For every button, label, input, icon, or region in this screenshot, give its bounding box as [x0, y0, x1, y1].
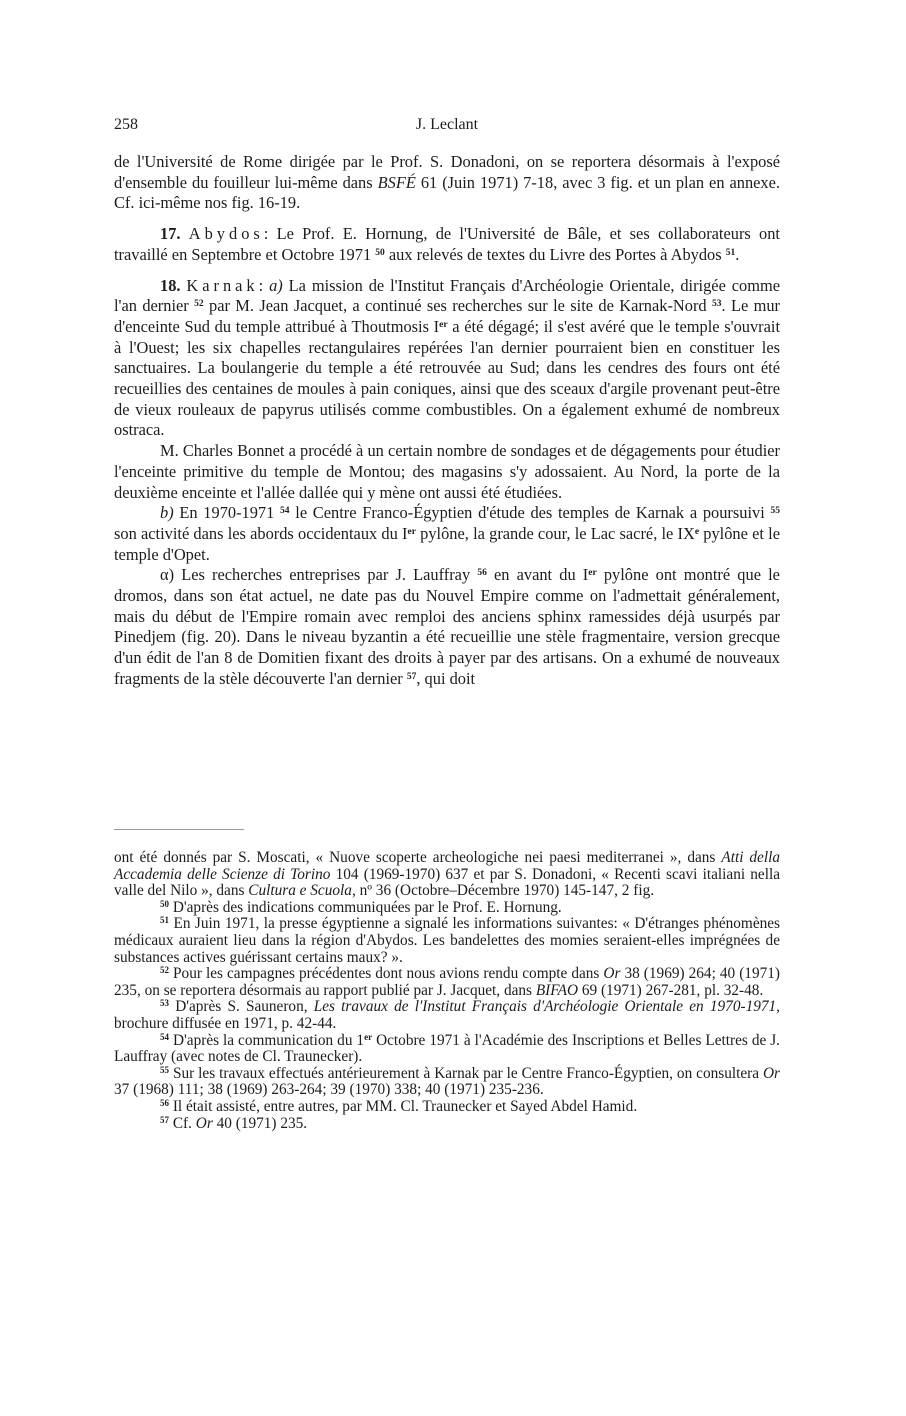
body-text	[114, 152, 780, 690]
footnote-ref[interactable]: 55	[770, 506, 780, 517]
footnote-ref[interactable]: 53	[712, 299, 722, 310]
publication-title: Les travaux de l'Institut Français d'Archéologie Orientale en 1970-1971	[313, 998, 777, 1016]
footnote-56	[114, 1099, 780, 1116]
text: de l'Université de Rome dirigée par le Prof. S. Donadoni, on se reportera désormais à l'exposé d'ensemble du fouilleur lui-même dans	[114, 152, 780, 192]
text: son activité dans les abords occidentaux du I	[114, 523, 408, 543]
text: 37 (1968) 111; 38 (1969) 263-264; 39 (1970) 338; 40 (1971) 235-236.	[114, 1081, 544, 1099]
section-17	[114, 224, 780, 265]
text: pylône et le temple d'Opet.	[114, 523, 780, 564]
text: En 1970-1971	[179, 503, 275, 523]
footnote-54	[114, 1033, 780, 1066]
footnote-number: 52	[160, 965, 169, 976]
footnote-50	[114, 900, 780, 917]
footnote-continuation	[114, 850, 780, 900]
section-place: Abydos	[188, 224, 264, 244]
section-number: 17.	[160, 224, 181, 244]
footnote-ref[interactable]: 54	[280, 506, 290, 517]
text: par M. Jean Jacquet, a continué ses recherches sur le site de Karnak-Nord	[209, 296, 707, 316]
text: Octobre 1971 à l'Académie des Inscriptions et Belles Lettres de J. Lauffray (avec notes de Cl. Traunecker).	[114, 1031, 781, 1066]
footnote-ref[interactable]: 52	[194, 299, 204, 310]
text: Sur les travaux effectués antérieurement à Karnak par le Centre Franco-Égyptien, on consultera	[172, 1064, 760, 1082]
item-label: α)	[160, 565, 175, 585]
footnote-53	[114, 999, 780, 1032]
paragraph-continuation	[114, 152, 780, 214]
ordinal-sup: er	[588, 568, 597, 579]
text: ont été donnés par S. Moscati, « Nuove scoperte archeologiche nei paesi mediterranei », dans	[114, 849, 716, 866]
text: pylône, la grande cour, le Lac sacré, le IX	[420, 523, 695, 543]
text: D'après des indications communiquées par le Prof. E. Hornung.	[172, 898, 562, 916]
text: La mission de l'Institut Français d'Archéologie Orientale, dirigée comme l'an dernier	[114, 275, 780, 316]
text: : Le Prof. E. Hornung, de l'Université de Bâle, et ses collaborateurs ont travaillé en Septembre et Octobre 1971	[114, 224, 780, 264]
journal-abbrev: Or	[603, 965, 621, 983]
footnote-57	[114, 1116, 780, 1133]
footnote-number: 53	[160, 998, 169, 1009]
text: En Juin 1971, la presse égyptienne a signalé les informations suivantes: « D'étranges phénomènes médicaux auraient lieu dans la région d'Abydos. Les bandelettes des momies seraient-elles imprégnées de substances actives guérissant certains maux? ».	[114, 915, 781, 966]
ordinal-sup: er	[439, 319, 448, 330]
journal-abbrev: BSFÉ	[377, 172, 416, 192]
text: . Le mur d'enceinte Sud du temple attribué à Thoutmosis I	[114, 296, 781, 336]
footnote-divider	[114, 829, 244, 830]
journal-title: Cultura e Scuola	[248, 882, 352, 900]
text: .	[735, 244, 740, 264]
footnote-number: 51	[160, 915, 169, 926]
text: D'après la communication du 1	[172, 1031, 365, 1049]
footnote-52	[114, 966, 780, 999]
footnote-51	[114, 916, 780, 966]
page-header	[114, 116, 780, 140]
text: 38 (1969) 264; 40 (1971) 235, on se reportera désormais au rapport publié par J. Jacquet, dans	[114, 965, 780, 999]
item-label: a)	[269, 275, 283, 295]
text: Cf.	[172, 1114, 192, 1132]
paragraph-alpha	[114, 565, 780, 689]
footnote-55	[114, 1066, 780, 1099]
journal-abbrev: Or	[195, 1114, 213, 1132]
text: Il était assisté, entre autres, par MM. Cl. Traunecker et Sayed Abdel Hamid.	[172, 1097, 638, 1115]
journal-abbrev: BIFAO	[535, 981, 579, 999]
journal-title: Atti della Accademia delle Scienze di Torino	[114, 849, 780, 883]
section-18: 18. Karnak: a) La mission de l'Institut Français d'Archéologie Orientale, dirigée comme l'an dernier $^{52}$ par M. Jean Jacquet, a continué ses recherches sur le site de Karnak-Nord $^{53}$. Le mur d'enceinte Sud du temple attribué à Thoutmosis Ier a été dégagé; il s'est avéré que le temple s'ouvrait à l'Ouest; les six chapelles rectangulaires repérées l'an dernier pourraient bien en constituer les sanctuaires. La boulangerie du temple a été retrouvée au Sud; dans les cendres des fours ont été recueillies des centaines de moules à pain coniques, ainsi que des sceaux d'argile provenant peut-être de vieux rouleaux de papyrus utilisés comme combustibles. On a également exhumé de nombreux ostraca.	[114, 275, 781, 440]
text: a été dégagé; il s'est avéré que le temple s'ouvrait à l'Ouest; les six chapelles rectangulaires repérées l'an dernier pourraient bien en constituer les sanctuaires. La boulangerie du temple a été retrouvée au Sud; dans les cendres des fours ont été recueillies des centaines de moules à pain coniques, ainsi que des sceaux d'argile provenant peut-être de vieux rouleaux de papyrus utilisés comme combustibles. On a également exhumé de nombreux ostraca.	[114, 316, 780, 440]
text: 69 (1971) 267-281, pl. 32-48.	[581, 981, 764, 999]
ordinal-sup: er	[364, 1031, 373, 1042]
section-number: 18.	[160, 275, 181, 295]
text: , qui doit	[416, 668, 476, 688]
text: Les recherches entreprises par J. Lauffray	[181, 565, 471, 585]
footnote-number: 56	[160, 1097, 169, 1108]
text: en avant du I	[493, 565, 589, 585]
text: D'après S. Sauneron,	[175, 998, 308, 1016]
text: pylône ont montré que le dromos, dans son état actuel, ne date pas du Nouvel Empire comme on l'admettait généralement, mais du début de l'Empire romain avec remploi des anciens sphinx ramessides déjà usurpés par Pinedjem (fig. 20). Dans le niveau byzantin a été recueillie une stèle fragmentaire, version grecque d'un édit de l'an 8 de Domitien fixant des droits à payer par des artisans. On a exhumé de nouveaux fragments de la stèle découverte l'an dernier	[114, 565, 780, 688]
paragraph-b	[114, 503, 780, 565]
page-number: 258	[114, 116, 138, 133]
item-label: b)	[160, 503, 174, 523]
footnote-ref[interactable]: 50	[375, 247, 385, 258]
footnote-ref[interactable]: 57	[406, 671, 417, 682]
text: Pour les campagnes précédentes dont nous avions rendu compte dans	[173, 965, 600, 983]
footnotes	[114, 850, 780, 1132]
text: le Centre Franco-Égyptien d'étude des temples de Karnak a poursuivi	[295, 503, 765, 523]
text: , nº 36 (Octobre–Décembre 1970) 145-147, 2 fig.	[351, 882, 655, 900]
text: 40 (1971) 235.	[216, 1114, 308, 1132]
footnote-number: 55	[160, 1064, 169, 1075]
footnote-number: 57	[160, 1114, 169, 1125]
footnote-number: 54	[160, 1031, 169, 1042]
section-place: Karnak	[186, 275, 259, 295]
paragraph-bonnet	[114, 441, 780, 503]
text: 104 (1969-1970) 637 et par S. Donadoni, « Recenti scavi italiani nella valle del Nilo », dans	[114, 865, 780, 900]
footnote-ref[interactable]: 56	[477, 568, 487, 579]
text: M. Charles Bonnet a procédé à un certain nombre de sondages et de dégagements pour étudier l'enceinte primitive du temple de Montou; des magasins s'y adossaient. Au Nord, la porte de la deuxième enceinte et l'allée dallée qui y mène ont aussi été étudiées.	[114, 441, 780, 502]
ordinal-sup: er	[407, 526, 416, 537]
text: aux relevés de textes du Livre des Portes à Abydos	[388, 244, 722, 264]
ordinal-sup: e	[694, 526, 700, 537]
text: , brochure diffusée en 1971, p. 42-44.	[114, 998, 780, 1032]
text: 61 (Juin 1971) 7-18, avec 3 fig. et un plan en annexe. Cf. ici-même nos fig. 16-19.	[114, 172, 780, 213]
footnote-ref[interactable]: 51	[725, 247, 736, 258]
footnote-number: 50	[160, 898, 169, 909]
journal-abbrev: Or	[763, 1064, 780, 1082]
running-head: J. Leclant	[415, 116, 479, 133]
